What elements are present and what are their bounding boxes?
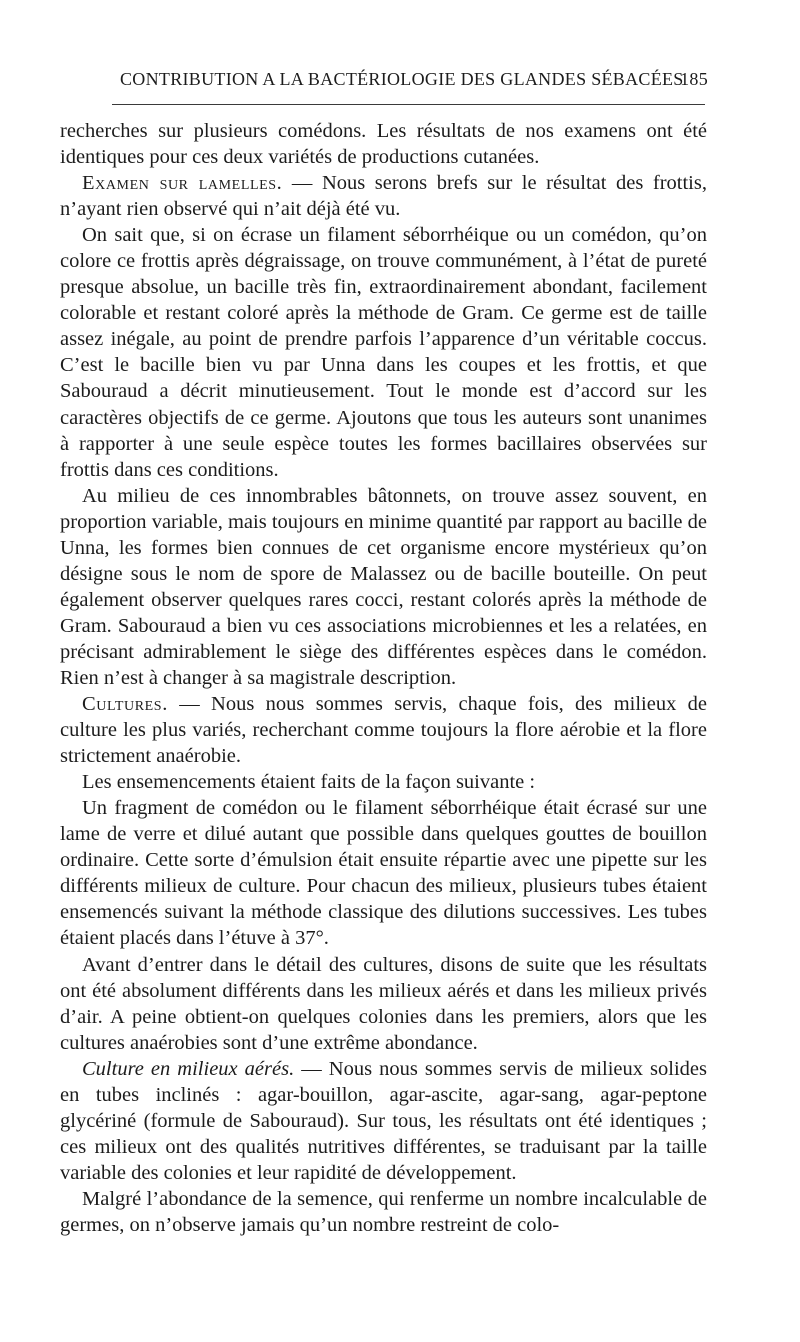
paragraph-7: Un fragment de comédon ou le filament séborrhéique était écrasé sur une lame de verre et dilué autant que possible dans quelques gouttes de bouillon ordinaire. Cette sorte d’émulsion était ensuite répartie avec une pipette sur les différents milieux de culture. Pour chacun des milieux, plusieurs tubes étaient ensemencés suivant la méthode classique des dilutions successives. Les tubes étaient placés dans l’étuve à 37°. bbox=[60, 797, 707, 950]
paragraph-9: Culture en milieux aérés. — Nous nous sommes servis de milieux solides en tubes inclinés : agar-bouillon, agar-ascite, agar-sang, agar-peptone glycériné (formule de Sabouraud). Sur tous, les résultats ont été identiques ; ces milieux ont des qualités nutritives différentes, se traduisant par la taille variable des colonies et leur rapidité de développement. bbox=[60, 1057, 707, 1184]
page-number: 185 bbox=[680, 69, 708, 89]
paragraph-3: On sait que, si on écrase un filament séborrhéique ou un comédon, qu’on colore ce frottis après dégraissage, on trouve communément, à l’état de pureté presque absolue, un bacille très fin, extraordinairement abondant, facilement colorable et restant coloré après la méthode de Gram. Ce germe est de taille assez inégale, au point de prendre parfois l’apparence d’un véritable coccus. C’est le bacille bien vu par Unna dans les coupes et les frottis, et que Sabouraud a décrit minutieusement. Tout le monde est d’accord sur les caractères objectifs de ce germe. Ajoutons que tous les auteurs sont unanimes à rapporter à une seule espèce toutes les formes bacillaires observées sur frottis dans ces conditions. bbox=[60, 224, 707, 481]
paragraph-6: Les ensemencements étaient faits de la façon suivante : bbox=[82, 771, 536, 794]
running-title: CONTRIBUTION A LA BACTÉRIOLOGIE DES GLANDES SÉBACÉES bbox=[120, 69, 684, 89]
paragraph-5: Cultures. — Nous nous sommes servis, chaque fois, des milieux de culture les plus variés, recherchant comme toujours la flore aérobie et la flore strictement anaérobie. bbox=[60, 693, 707, 768]
paragraph-8: Avant d’entrer dans le détail des cultures, disons de suite que les résultats ont été absolument différents dans les milieux aérés et dans les milieux privés d’air. A peine obtient-on quelques colonies dans les premiers, alors que les cultures anaérobies sont d’une extrême abondance. bbox=[60, 953, 707, 1054]
paragraph-2: Examen sur lamelles. — Nous serons brefs sur le résultat des frottis, n’ayant rien observé qui n’ait déjà été vu. bbox=[60, 172, 707, 221]
body-text bbox=[60, 118, 707, 1238]
section-heading-culture-aeree: Culture en milieux aérés. bbox=[82, 1057, 295, 1080]
paragraph-1: recherches sur plusieurs comédons. Les résultats de nos examens ont été identiques pour ces deux variétés de productions cutanées. bbox=[60, 120, 707, 169]
section-heading-examen: Examen sur lamelles. bbox=[82, 172, 283, 195]
running-head bbox=[112, 66, 708, 92]
header-rule bbox=[112, 104, 705, 105]
section-heading-cultures: Cultures. bbox=[82, 693, 168, 716]
paragraph-10: Malgré l’abondance de la semence, qui renferme un nombre incalculable de germes, on n’observe jamais qu’un nombre restreint de colo- bbox=[60, 1187, 707, 1236]
paragraph-4: Au milieu de ces innombrables bâtonnets, on trouve assez souvent, en proportion variable, mais toujours en minime quantité par rapport au bacille de Unna, les formes bien connues de cet organisme encore mystérieux qu’on désigne sous le nom de spore de Malassez ou de bacille bouteille. On peut également observer quelques rares cocci, restant colorés après la méthode de Gram. Sabouraud a bien vu ces associations microbiennes et les a relatées, en précisant admirablement le siège des différentes espèces dans le comédon. Rien n’est à changer à sa magistrale description. bbox=[60, 484, 707, 689]
